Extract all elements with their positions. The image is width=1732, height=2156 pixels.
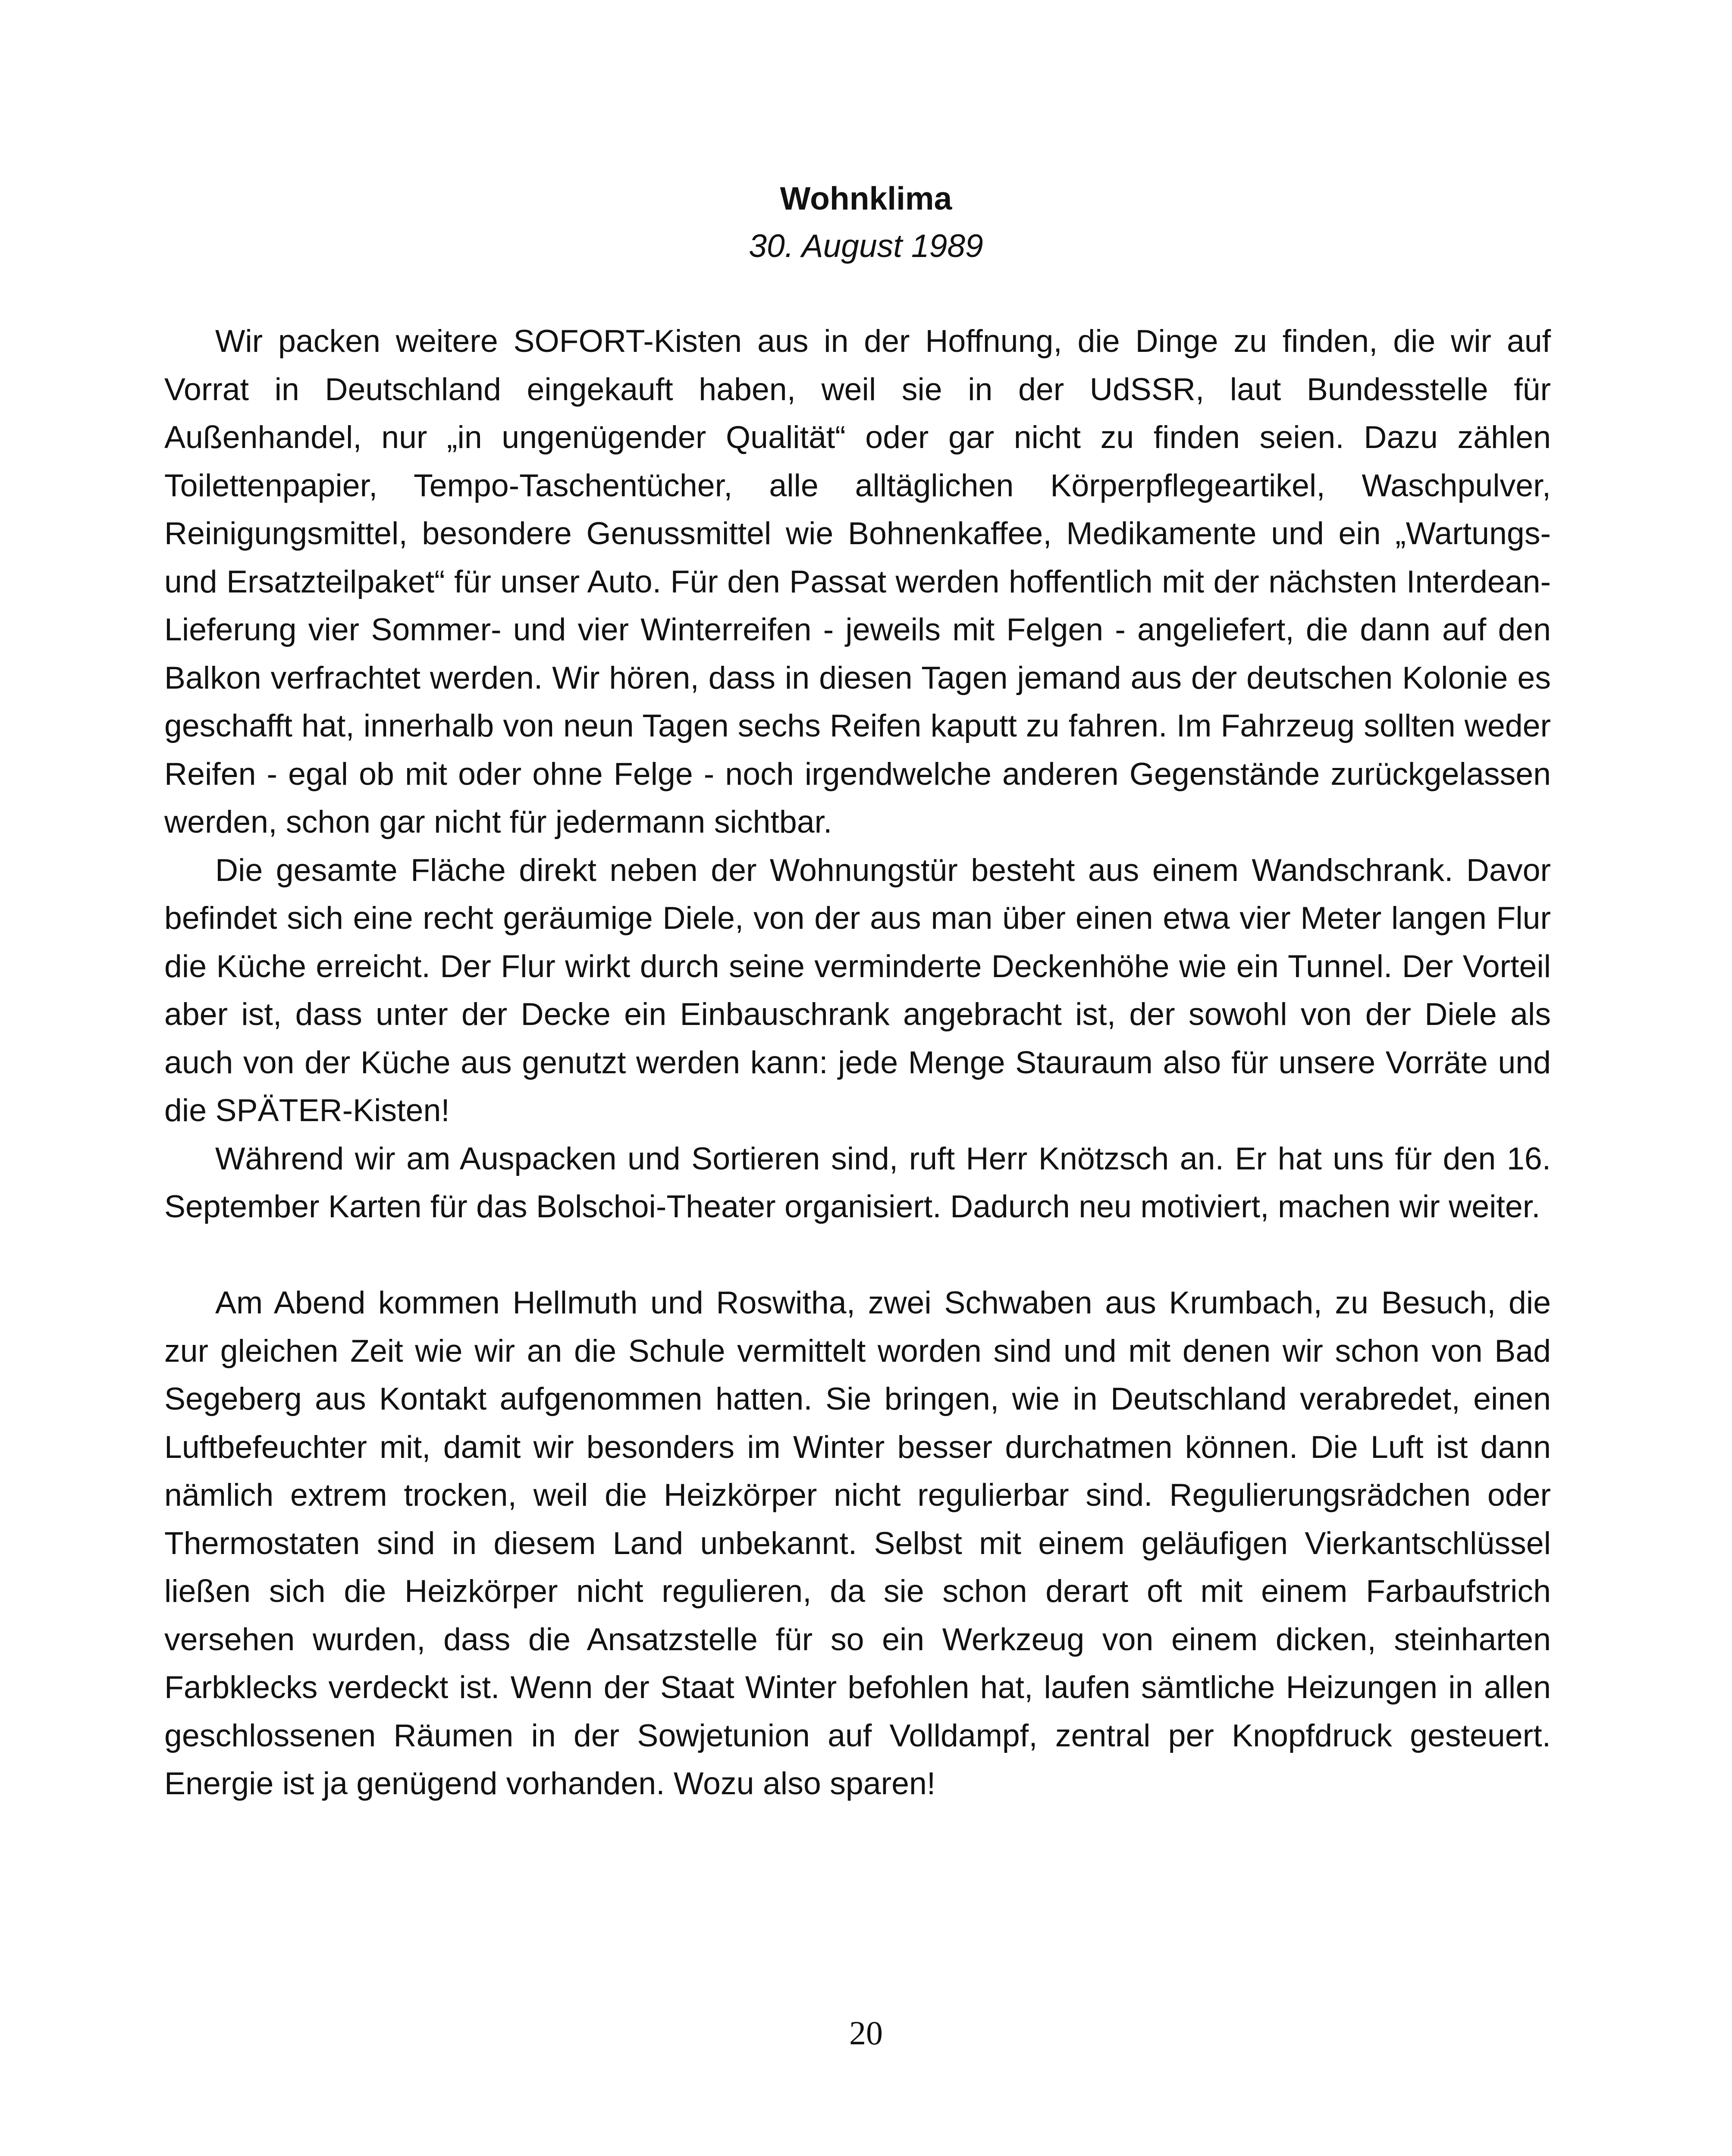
- paragraph-2: Die gesamte Fläche direkt neben der Wohnungstür besteht aus einem Wandschrank. Davor befindet sich eine recht geräumige Diele, von der aus man über einen etwa vier Meter langen Flur die Küche erreicht. Der Flur wirkt durch seine verminderte Deckenhöhe wie ein Tunnel. Der Vorteil aber ist, dass unter der Decke ein Einbauschrank angebracht ist, der sowohl von der Diele als auch von der Küche aus genutzt werden kann: jede Menge Stauraum also für unsere Vorräte und die SPÄTER-Kisten!: [164, 852, 1551, 1128]
- paragraph-1: Wir packen weitere SOFORT-Kisten aus in der Hoffnung, die Dinge zu finden, die wir auf Vorrat in Deutschland eingekauft haben, weil sie in der UdSSR, laut Bundesstelle für Außenhandel, nur „in ungenügender Qualität“ oder gar nicht zu finden seien. Dazu zählen Toilettenpapier, Tempo-Taschentücher, alle alltäglichen Körperpflegeartikel, Waschpulver, Reinigungsmittel, besondere Genussmittel wie Bohnenkaffee, Medikamente und ein „Wartungs- und Ersatzteilpaket“ für unser Auto. Für den Passat werden hoffentlich mit der nächsten Interdean-Lieferung vier Sommer- und vier Winterreifen - jeweils mit Felgen - angeliefert, die dann auf den Balkon verfrachtet werden. Wir hören, dass in diesen Tagen jemand aus der deutschen Kolonie es geschafft hat, innerhalb von neun Tagen sechs Reifen kaputt zu fahren. Im Fahrzeug sollten weder Reifen - egal ob mit oder ohne Felge - noch irgendwelche anderen Gegenstände zurückgelassen werden, schon gar nicht für jedermann sichtbar.: [164, 323, 1551, 840]
- chapter-date: 30. August 1989: [749, 228, 983, 264]
- page-number: 20: [849, 2014, 883, 2052]
- paragraph-3: Während wir am Auspacken und Sortieren sind, ruft Herr Knötzsch an. Er hat uns für den 16. September Karten für das Bolschoi-Theater organisiert. Dadurch neu motiviert, machen wir weiter.: [164, 1140, 1551, 1224]
- body-text: [164, 317, 1551, 1808]
- chapter-title: Wohnklima: [780, 180, 952, 216]
- paragraph-4: Am Abend kommen Hellmuth und Roswitha, zwei Schwaben aus Krumbach, zu Besuch, die zur gleichen Zeit wie wir an die Schule vermittelt worden sind und mit denen wir schon von Bad Segeberg aus Kontakt aufgenommen hatten. Sie bringen, wie in Deutschland verabredet, einen Luftbefeuchter mit, damit wir besonders im Winter besser durchatmen können. Die Luft ist dann nämlich extrem trocken, weil die Heizkörper nicht regulierbar sind. Regulierungsrädchen oder Thermostaten sind in diesem Land unbekannt. Selbst mit einem geläufigen Vierkantschlüssel ließen sich die Heizkörper nicht regulieren, da sie schon derart oft mit einem Farbaufstrich versehen wurden, dass die Ansatzstelle für so ein Werkzeug von einem dicken, steinharten Farbklecks verdeckt ist. Wenn der Staat Winter befohlen hat, laufen sämtliche Heizungen in allen geschlossenen Räumen in der Sowjetunion auf Volldampf, zentral per Knopfdruck gesteuert. Energie ist ja genügend vorhanden. Wozu also sparen!: [164, 1285, 1551, 1801]
